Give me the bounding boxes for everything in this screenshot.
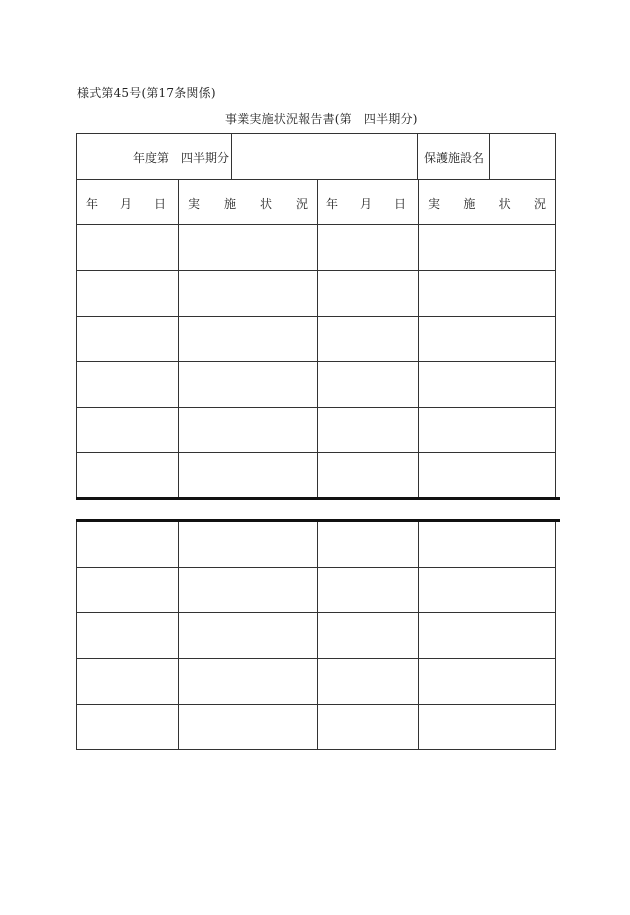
row-line — [76, 361, 556, 362]
row-line — [76, 224, 556, 225]
char: 実 — [188, 197, 201, 211]
char: 施 — [463, 197, 476, 211]
char: 日 — [393, 197, 406, 211]
year-quarter-part1: 年度第 — [133, 151, 170, 165]
title-suffix: 四半期分) — [363, 112, 418, 126]
year-quarter-label — [133, 149, 229, 166]
facility-name-label: 保護施設名 — [424, 151, 485, 165]
column-line — [178, 179, 179, 499]
row-line — [76, 407, 556, 408]
char: 状 — [498, 197, 511, 211]
column-line — [418, 522, 419, 750]
char: 月 — [359, 197, 372, 211]
row-line — [76, 567, 556, 568]
column-header-status-1 — [188, 195, 308, 212]
column-header-status-2 — [428, 195, 546, 212]
column-line — [418, 179, 419, 499]
year-quarter-field[interactable] — [232, 134, 416, 178]
char: 月 — [119, 197, 132, 211]
char: 施 — [223, 197, 236, 211]
column-line — [317, 522, 318, 750]
row-line — [76, 704, 556, 705]
form-number: 様式第45号(第17条関係) — [77, 86, 216, 100]
row-line — [76, 452, 556, 453]
char: 況 — [533, 197, 546, 211]
row-line — [76, 612, 556, 613]
char: 日 — [153, 197, 166, 211]
char: 実 — [428, 197, 441, 211]
lower-table — [76, 522, 556, 750]
facility-name-field[interactable] — [490, 134, 555, 178]
char: 年 — [326, 197, 339, 211]
year-quarter-part2: 四半期分 — [181, 151, 230, 165]
title-prefix: 事業実施状況報告書(第 — [225, 112, 352, 126]
header-divider-2 — [417, 133, 418, 179]
row-line — [76, 179, 556, 180]
char: 状 — [259, 197, 272, 211]
column-header-date-2 — [326, 195, 406, 212]
document-title — [225, 110, 418, 127]
row-line — [76, 316, 556, 317]
row-line — [76, 658, 556, 659]
break-rule-top — [76, 497, 560, 500]
column-line — [178, 522, 179, 750]
char: 年 — [86, 197, 99, 211]
column-line — [317, 179, 318, 499]
row-line — [76, 270, 556, 271]
column-header-date-1 — [86, 195, 166, 212]
char: 況 — [295, 197, 308, 211]
